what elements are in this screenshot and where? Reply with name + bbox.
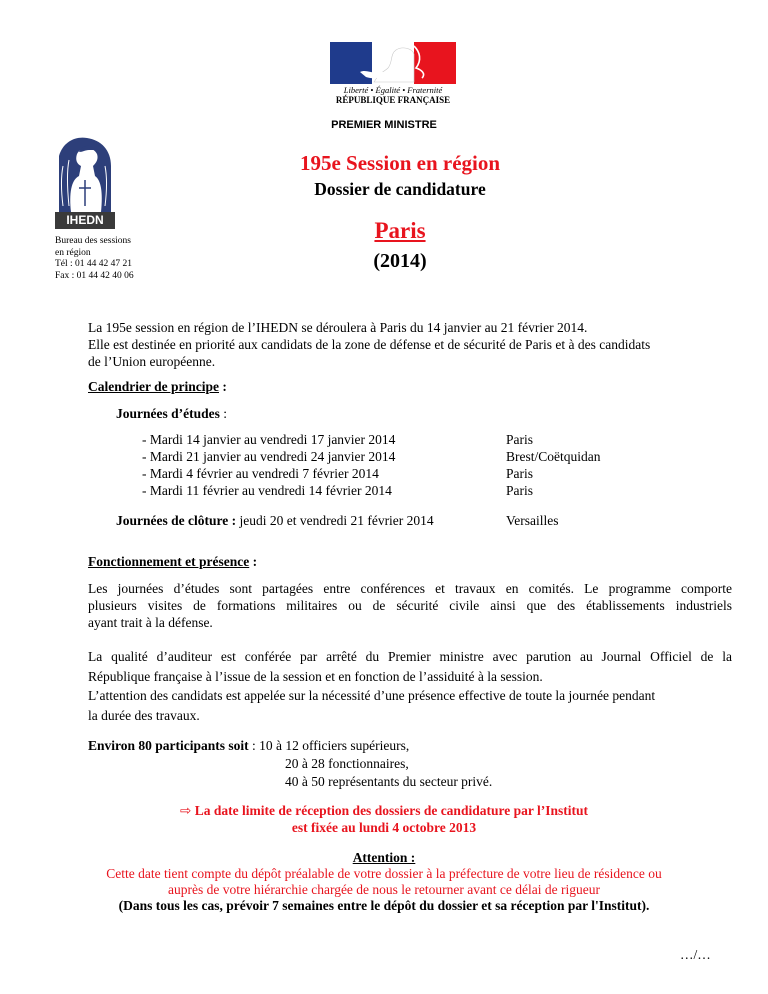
intro-line-1: La 195e session en région de l’IHEDN se déroulera à Paris du 14 janvier au 21 février 2014. — [88, 320, 588, 335]
calendar-row — [142, 448, 395, 465]
office-line-2: en région — [55, 247, 91, 258]
calendar-row — [142, 465, 379, 482]
ihedn-logo-text: IHEDN — [55, 212, 115, 229]
continuation-mark: …/… — [680, 947, 711, 962]
session-title: 195e Session en région — [299, 151, 501, 175]
functioning-heading-colon: : — [249, 554, 258, 569]
paragraph-line: ayant trait à la défense. — [88, 615, 213, 630]
participants-civil-servants: 20 à 28 fonctionnaires, — [285, 756, 409, 771]
closing-days-dates: jeudi 20 et vendredi 21 février 2014 — [236, 513, 434, 528]
marianne-flag-icon — [330, 42, 456, 84]
closing-days — [116, 512, 434, 529]
participants-officers: : 10 à 12 officiers supérieurs, — [248, 738, 410, 753]
participants-private-sector: 40 à 50 représentants du secteur privé. — [285, 774, 493, 789]
office-line-1: Bureau des sessions — [55, 236, 131, 246]
ministry-label: PREMIER MINISTRE — [331, 119, 437, 131]
attention-line-3: (Dans tous les cas, prévoir 7 semaines entre le dépôt du dossier et sa réception par l'Institut). — [118, 898, 650, 913]
deadline-line-1 — [0, 802, 768, 820]
closing-days-label: Journées de clôture : — [116, 513, 237, 528]
calendar-row-place: Paris — [506, 466, 533, 481]
functioning-paragraph-1 — [88, 580, 732, 631]
phone-number: Tél : 01 44 42 47 21 — [55, 259, 133, 269]
study-days-colon: : — [219, 406, 228, 421]
arrow-right-icon: ⇨ — [180, 803, 192, 819]
attention-label: Attention : — [352, 850, 416, 865]
deadline-line-2: est fixée au lundi 4 octobre 2013 — [291, 820, 477, 835]
calendar-row — [142, 482, 392, 499]
attention-line-2: auprès de votre hiérarchie chargée de nous le retourner avant ce délai de rigueur — [168, 882, 600, 897]
calendar-row-place: Paris — [506, 432, 533, 447]
functioning-heading — [88, 553, 257, 570]
city-title: Paris — [374, 218, 426, 243]
participants — [88, 737, 409, 754]
calendar-row-dates: - Mardi 21 janvier au vendredi 24 janvier 2014 — [142, 449, 396, 464]
motto: Liberté • Égalité • Fraternité — [343, 85, 443, 95]
closing-days-place: Versailles — [506, 513, 559, 528]
calendar-row-dates: - Mardi 11 février au vendredi 14 février 2014 — [142, 483, 392, 498]
paragraph-line: République française à l’issue de la session et en fonction de l’assiduité à la session. — [88, 668, 543, 684]
republic-label: RÉPUBLIQUE FRANÇAISE — [335, 95, 451, 105]
year-title: (2014) — [373, 250, 427, 272]
intro-paragraph — [88, 319, 748, 370]
paragraph-line: la durée des travaux. — [88, 707, 200, 723]
calendar-heading — [88, 378, 227, 395]
functioning-paragraph-2 — [88, 647, 732, 725]
study-days-label — [116, 405, 227, 422]
calendar-heading-colon: : — [219, 379, 227, 394]
attention-line-1: Cette date tient compte du dépôt préalable de votre dossier à la préfecture de votre lieu de résidence ou — [106, 866, 662, 881]
deadline-text-1: La date limite de réception des dossiers de candidature par l’Institut — [191, 803, 588, 818]
intro-line-3: de l’Union européenne. — [88, 354, 216, 369]
marianne-logo — [330, 42, 456, 104]
functioning-heading-text: Fonctionnement et présence — [88, 554, 250, 569]
paragraph-line: L’attention des candidats est appelée sur la nécessité d’une présence effective de toute la journée pendant — [88, 688, 656, 703]
calendar-heading-text: Calendrier de principe — [88, 379, 219, 394]
calendar-row — [142, 431, 395, 448]
study-days-label-text: Journées d’études — [116, 406, 220, 421]
dossier-subtitle: Dossier de candidature — [314, 179, 486, 199]
calendar-row-place: Brest/Coëtquidan — [506, 449, 601, 464]
intro-line-2: Elle est destinée en priorité aux candidats de la zone de défense et de sécurité de Paris et à des candidats — [88, 337, 651, 352]
calendar-row-dates: - Mardi 4 février au vendredi 7 février 2014 — [142, 466, 379, 481]
calendar-row-dates: - Mardi 14 janvier au vendredi 17 janvier 2014 — [142, 432, 396, 447]
paragraph-line: Les journées d’études sont partagées entre conférences et travaux en comités. Le programme comporte — [88, 581, 732, 596]
fax-number: Fax : 01 44 42 40 06 — [55, 270, 134, 281]
paragraph-line: plusieurs visites de formations militaires ou de sécurité civile ainsi que des établissements industriels — [88, 598, 732, 613]
paragraph-line: La qualité d’auditeur est conférée par arrêté du Premier ministre avec parution au Journal Officiel de la — [88, 649, 732, 664]
participants-label: Environ 80 participants soit — [88, 738, 249, 753]
calendar-row-place: Paris — [506, 483, 533, 498]
